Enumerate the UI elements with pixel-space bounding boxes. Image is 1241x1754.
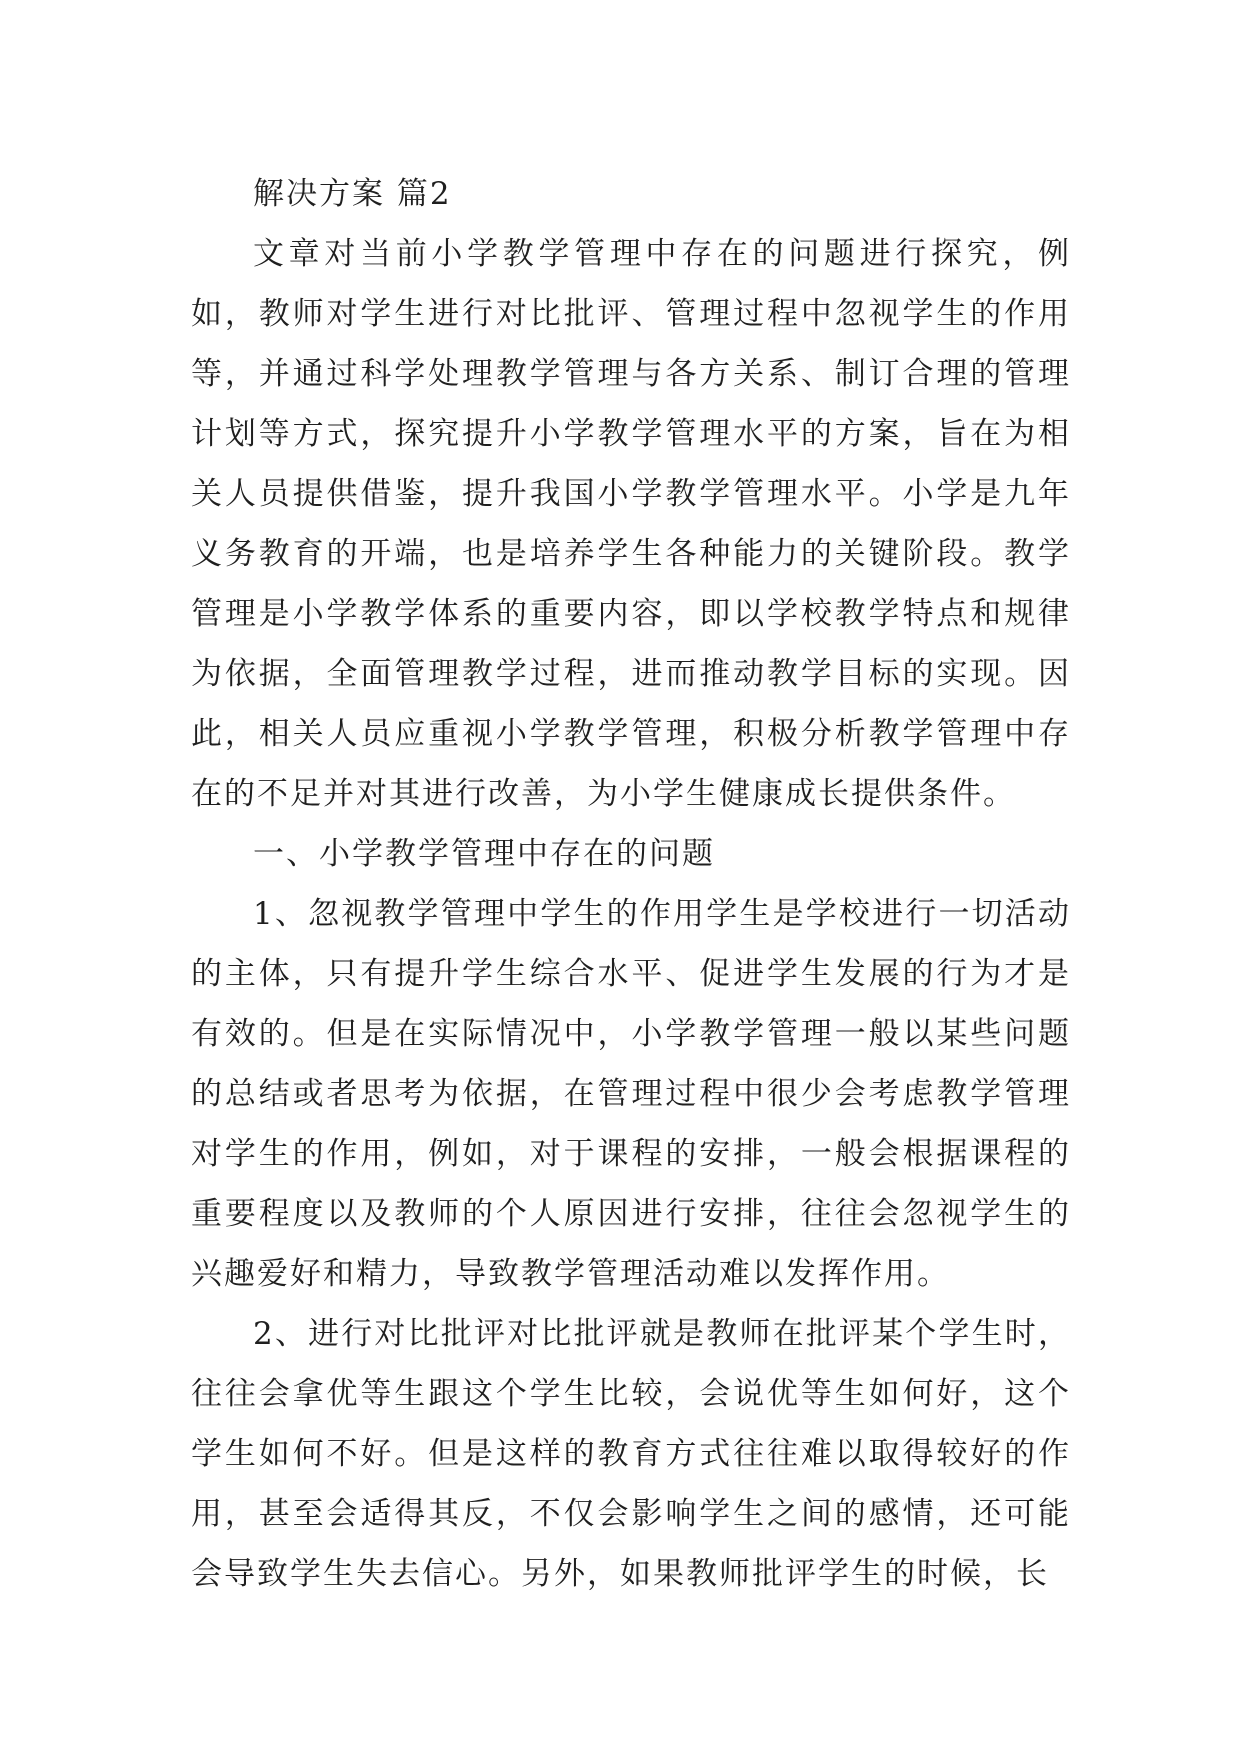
- problem-paragraph-1: 1、忽视教学管理中学生的作用学生是学校进行一切活动的主体，只有提升学生综合水平、促进学生发展的行为才是有效的。但是在实际情况中，小学教学管理一般以某些问题的总结或者思考为依据，在管理过程中很少会考虑教学管理对学生的作用，例如，对于课程的安排，一般会根据课程的重要程度以及教师的个人原因进行安排，往往会忽视学生的兴趣爱好和精力，导致教学管理活动难以发挥作用。: [191, 896, 1071, 1292]
- section-title: 解决方案 篇2: [253, 176, 452, 212]
- problem-paragraph-2: 2、进行对比批评对比批评就是教师在批评某个学生时，往往会拿优等生跟这个学生比较，会说优等生如何好，这个学生如何不好。但是这样的教育方式往往难以取得较好的作用，甚至会适得其反，不仅会影响学生之间的感情，还可能会导致学生失去信心。另外，如果教师批评学生的时候，长: [191, 1316, 1071, 1592]
- document-body: [191, 164, 1071, 1604]
- section-heading-problems: 一、小学教学管理中存在的问题: [253, 836, 715, 872]
- intro-paragraph: 文章对当前小学教学管理中存在的问题进行探究，例如，教师对学生进行对比批评、管理过程中忽视学生的作用等，并通过科学处理教学管理与各方关系、制订合理的管理计划等方式，探究提升小学教学管理水平的方案，旨在为相关人员提供借鉴，提升我国小学教学管理水平。小学是九年义务教育的开端，也是培养学生各种能力的关键阶段。教学管理是小学教学体系的重要内容，即以学校教学特点和规律为依据，全面管理教学过程，进而推动教学目标的实现。因此，相关人员应重视小学教学管理，积极分析教学管理中存在的不足并对其进行改善，为小学生健康成长提供条件。: [191, 236, 1071, 812]
